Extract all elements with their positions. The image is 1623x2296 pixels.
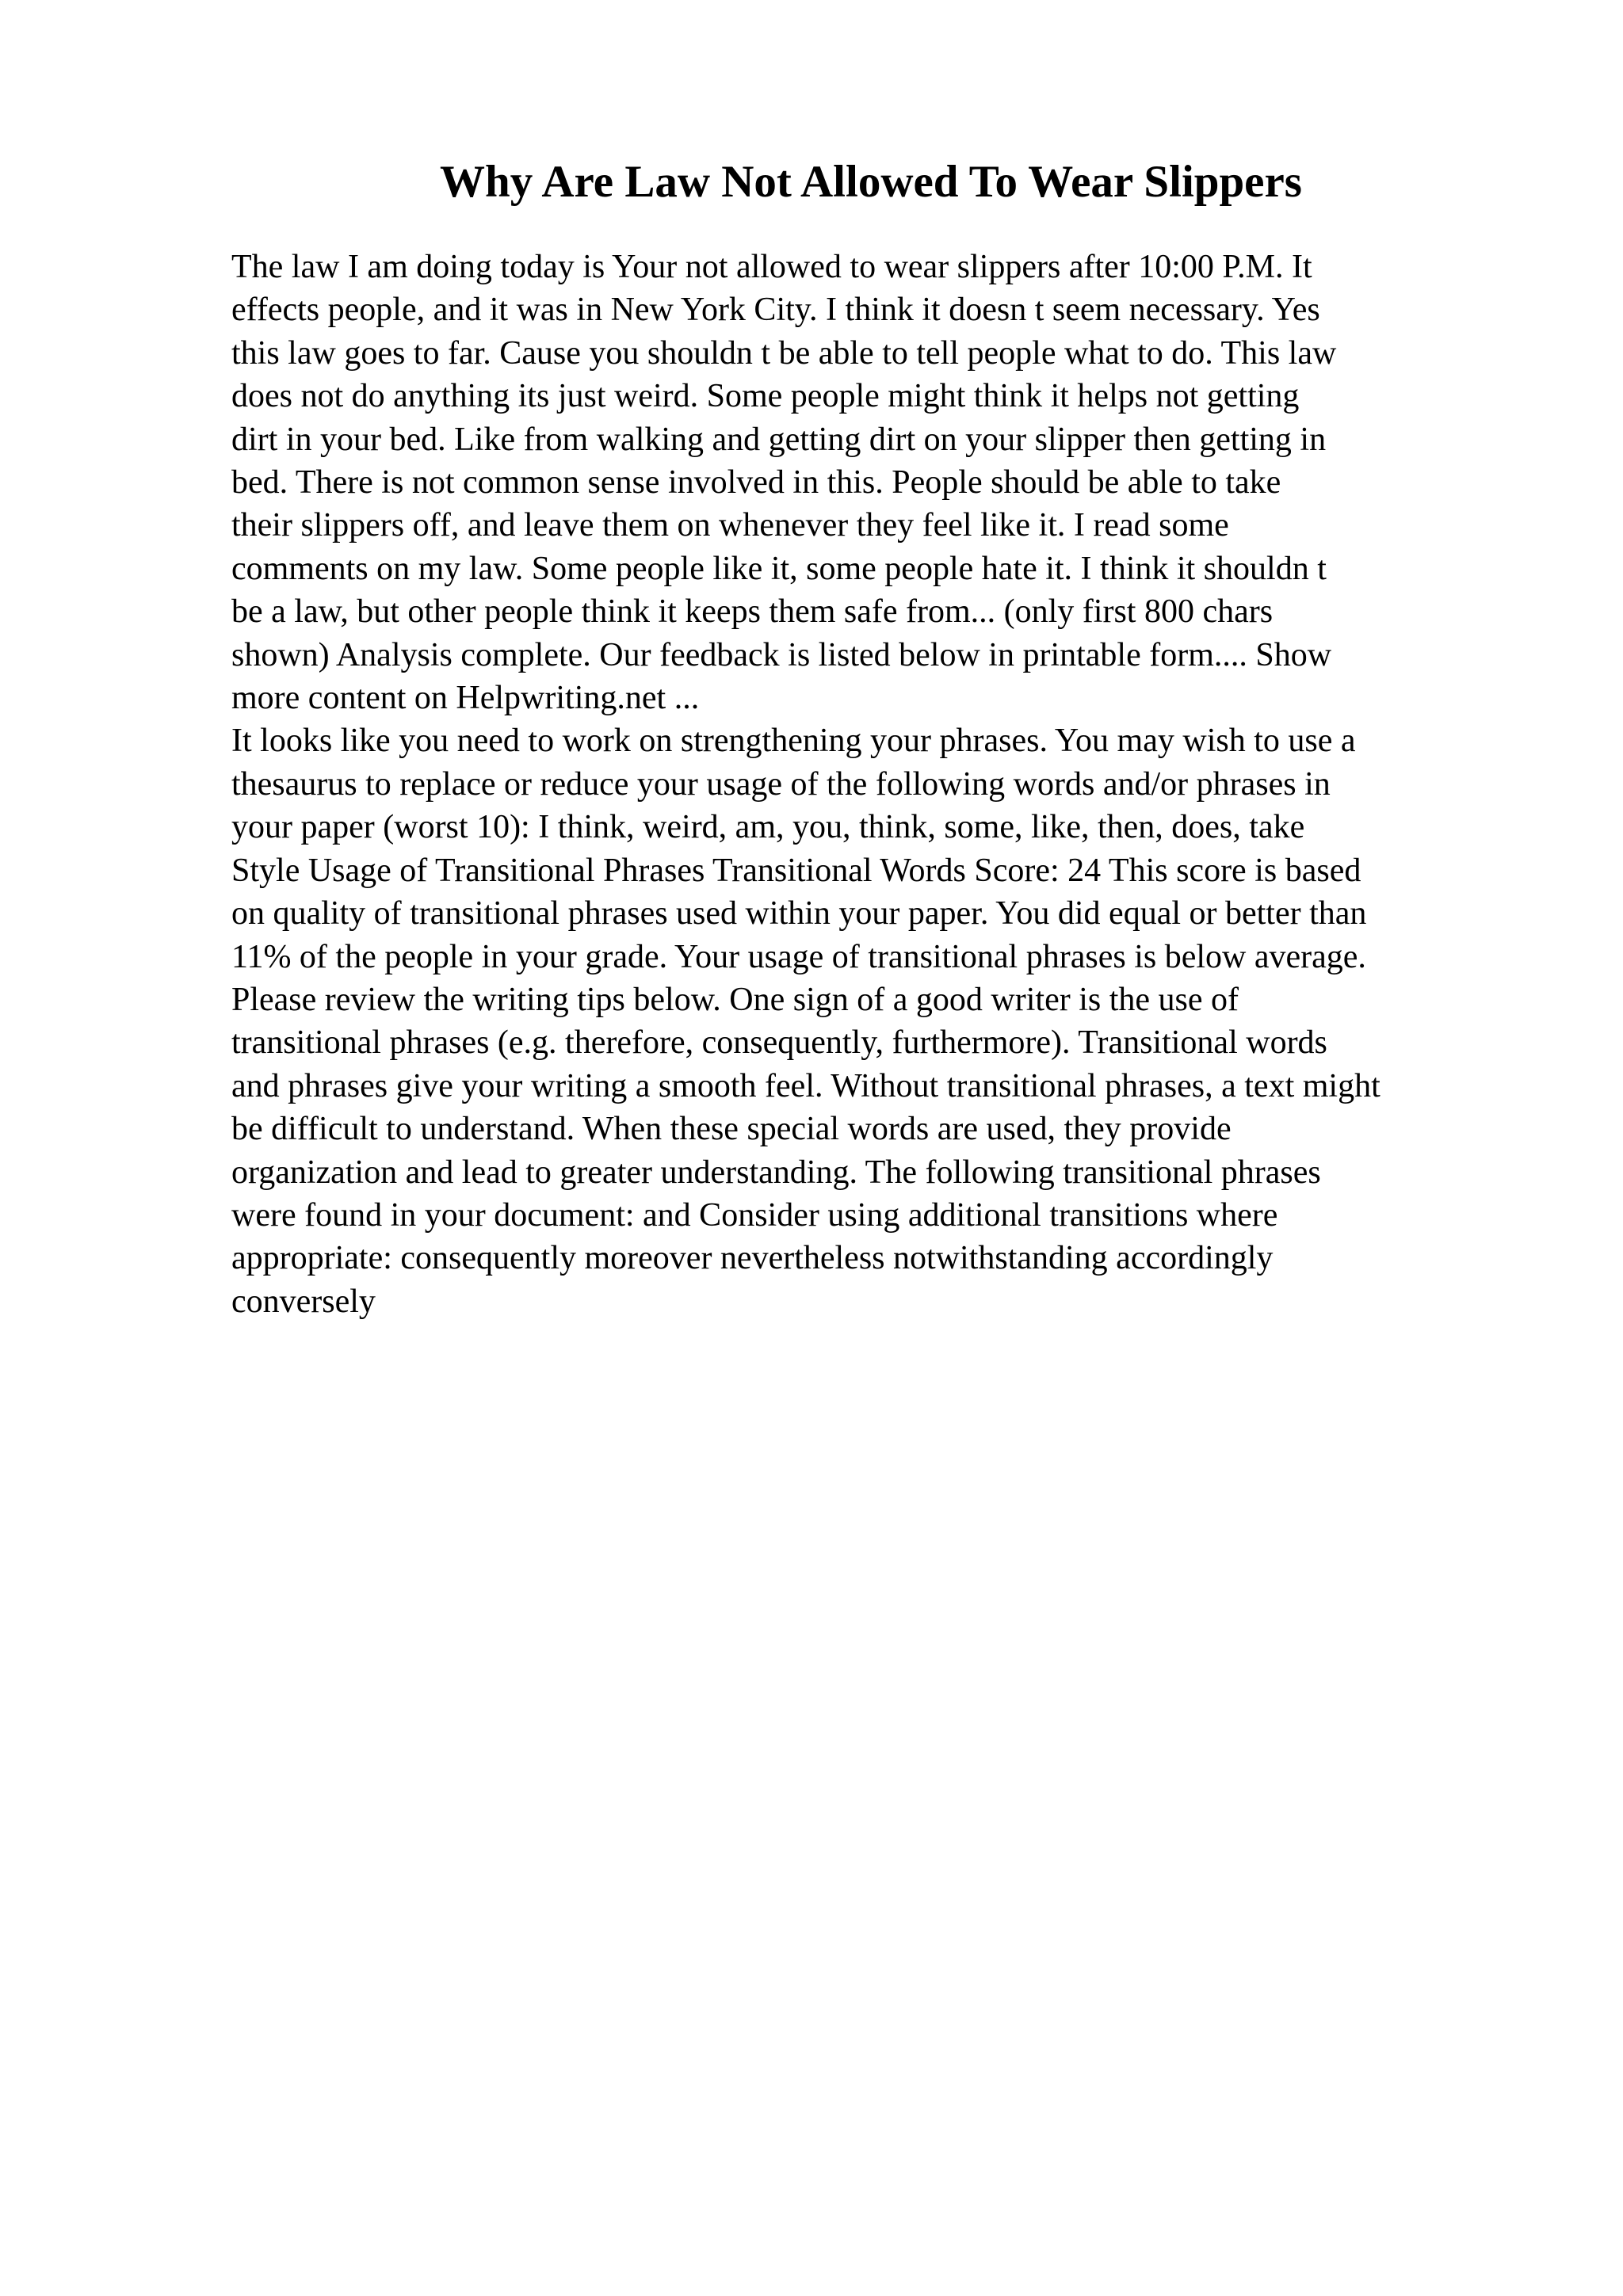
text-line: effects people, and it was in New York City. I think it doesn t seem necessary. Yes bbox=[231, 292, 1320, 329]
text-line: The law I am doing today is Your not allowed to wear slippers after 10:00 P.M. It bbox=[231, 249, 1312, 285]
text-line: dirt in your bed. Like from walking and getting dirt on your slipper then getting in bbox=[231, 421, 1327, 458]
text-line: bed. There is not common sense involved in this. People should be able to take bbox=[231, 464, 1281, 502]
text-line: thesaurus to replace or reduce your usage of the following words and/or phrases in bbox=[231, 765, 1331, 803]
text-line: be a law, but other people think it keeps them safe from... (only first 800 chars bbox=[231, 593, 1274, 631]
document-body bbox=[231, 246, 1523, 1323]
text-line: appropriate: consequently moreover nevertheless notwithstanding accordingly bbox=[231, 1240, 1274, 1277]
text-line: and phrases give your writing a smooth feel. Without transitional phrases, a text might bbox=[231, 1067, 1381, 1104]
text-line: more content on Helpwriting.net ... bbox=[231, 680, 700, 717]
text-line: 11% of the people in your grade. Your usage of transitional phrases is below average. bbox=[231, 938, 1366, 975]
paragraph-feedback bbox=[231, 719, 1523, 1323]
paragraph-law-description bbox=[231, 246, 1523, 719]
text-line: does not do anything its just weird. Some people might think it helps not getting bbox=[231, 378, 1300, 415]
text-line: were found in your document: and Consider using additional transitions where bbox=[231, 1196, 1278, 1234]
text-line: organization and lead to greater understanding. The following transitional phrases bbox=[231, 1154, 1321, 1191]
text-line: on quality of transitional phrases used within your paper. You did equal or better than bbox=[231, 895, 1367, 933]
text-line: your paper (worst 10): I think, weird, am, you, think, some, like, then, does, take bbox=[231, 809, 1305, 846]
text-line: Please review the writing tips below. One sign of a good writer is the use of bbox=[231, 981, 1239, 1018]
text-line: transitional phrases (e.g. therefore, consequently, furthermore). Transitional words bbox=[231, 1024, 1327, 1062]
text-line: It looks like you need to work on strengthening your phrases. You may wish to use a bbox=[231, 723, 1356, 760]
text-line: conversely bbox=[231, 1283, 376, 1320]
text-line: their slippers off, and leave them on whenever they feel like it. I read some bbox=[231, 507, 1229, 544]
text-line: this law goes to far. Cause you shouldn t be able to tell people what to do. This law bbox=[231, 334, 1337, 372]
text-line: comments on my law. Some people like it, some people hate it. I think it shouldn t bbox=[231, 550, 1327, 587]
document-title: Why Are Law Not Allowed To Wear Slippers bbox=[440, 157, 1302, 207]
text-line: shown) Analysis complete. Our feedback is listed below in printable form.... Show bbox=[231, 636, 1332, 673]
text-line: be difficult to understand. When these special words are used, they provide bbox=[231, 1111, 1232, 1148]
text-line: Style Usage of Transitional Phrases Transitional Words Score: 24 This score is based bbox=[231, 852, 1361, 889]
